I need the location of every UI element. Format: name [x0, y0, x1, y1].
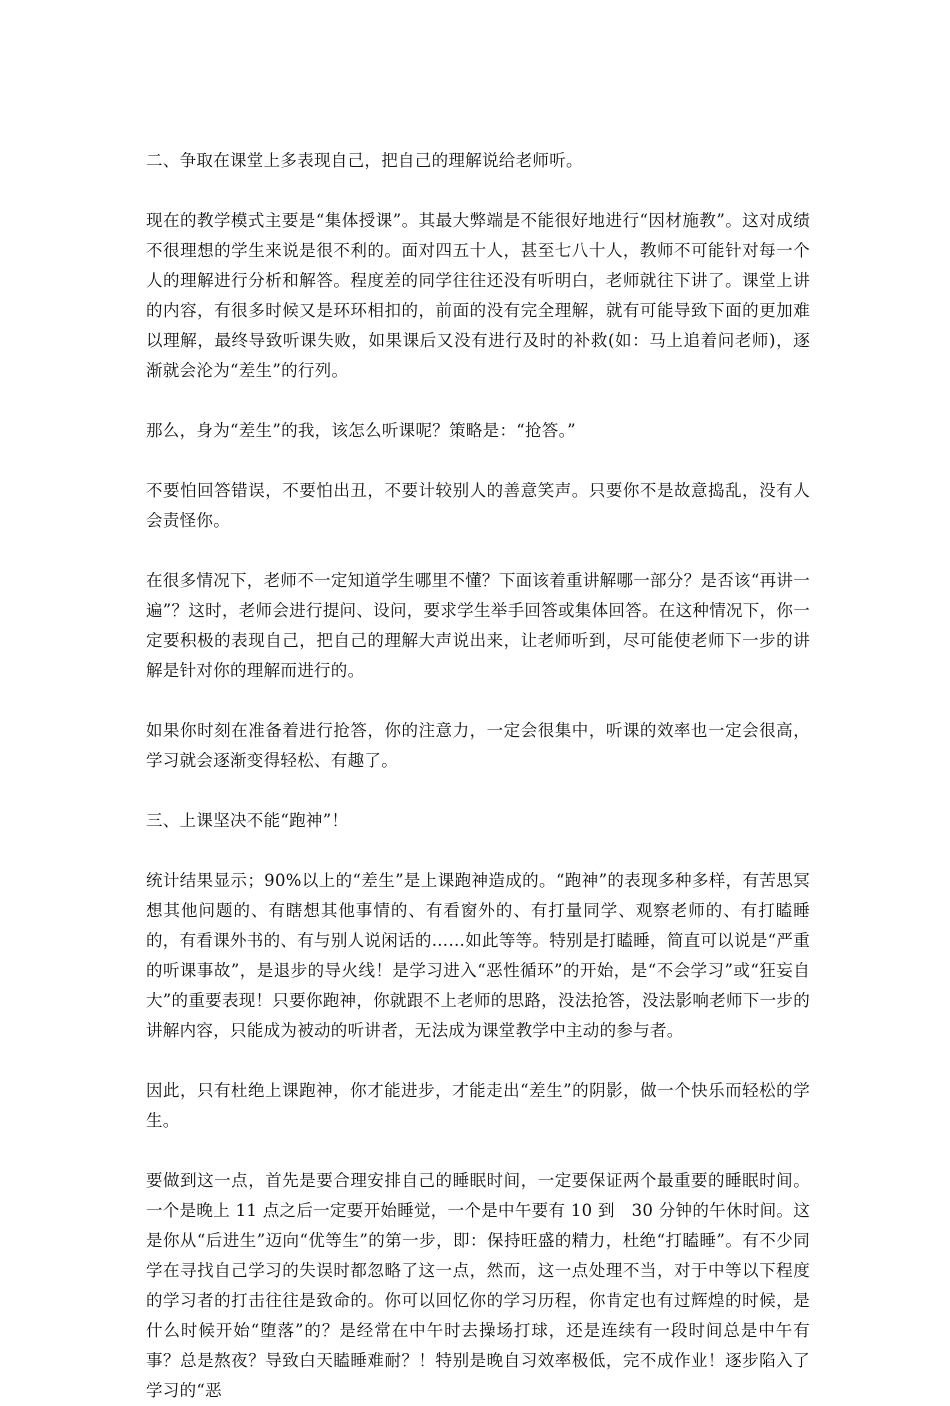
- paragraph: 要做到这一点，首先是要合理安排自己的睡眠时间，一定要保证两个最重要的睡眠时间。一个是晚上 11 点之后一定要开始睡觉，一个是中午要有 10 到 30 分钟的午休时间。这是你从“后进生”迈向“优等生”的第一步，即：保持旺盛的精力，杜绝“打瞌睡”。有不少同学在寻找自己学习的失误时都忽略了这一点，然而，这一点处理不当，对于中等以下程度的学习者的打击往往是致命的。你可以回忆你的学习历程，你肯定也有过辉煌的时候，是什么时候开始“堕落”的？是经常在中午时去操场打球，还是连续有一段时间总是中午有事？总是熬夜？导致白天瞌睡难耐？！特别是晚自习效率极低，完不成作业！逐步陷入了学习的“恶: [146, 1171, 810, 1400]
- paragraph: 现在的教学模式主要是“集体授课”。其最大弊端是不能很好地进行“因材施教”。这对成绩不很理想的学生来说是很不利的。面对四五十人，甚至七八十人，教师不可能针对每一个人的理解进行分析和解答。程度差的同学往往还没有听明白，老师就往下讲了。课堂上讲的内容，有很多时候又是环环相扣的，前面的没有完全理解，就有可能导致下面的更加难以理解，最终导致听课失败，如果课后又没有进行及时的补救(如：马上追着问老师)，逐渐就会沦为“差生”的行列。: [146, 211, 810, 380]
- paragraph: 不要怕回答错误，不要怕出丑，不要计较别人的善意笑声。只要你不是故意捣乱，没有人会责怪你。: [146, 481, 810, 530]
- paragraph: 在很多情况下，老师不一定知道学生哪里不懂？下面该着重讲解哪一部分？是否该“再讲一遍”？这时，老师会进行提问、设问，要求学生举手回答或集体回答。在这种情况下，你一定要积极的表现自己，把自己的理解大声说出来，让老师听到，尽可能使老师下一步的讲解是针对你的理解而进行的。: [146, 571, 810, 680]
- paragraph: 因此，只有杜绝上课跑神，你才能进步，才能走出“差生”的阴影，做一个快乐而轻松的学生。: [146, 1081, 810, 1130]
- section-heading-2: 二、争取在课堂上多表现自己，把自己的理解说给老师听。: [146, 151, 583, 170]
- paragraph: 统计结果显示；90%以上的“差生”是上课跑神造成的。“跑神”的表现多种多样，有苦思冥想其他问题的、有瞎想其他事情的、有看窗外的、有打量同学、观察老师的、有打瞌睡的，有看课外书的、有与别人说闲话的……如此等等。特别是打瞌睡，简直可以说是“严重的听课事故”，是退步的导火线！是学习进入“恶性循环”的开始，是“不会学习”或“狂妄自大”的重要表现！只要你跑神，你就跟不上老师的思路，没法抢答，没法影响老师下一步的讲解内容，只能成为被动的听讲者，无法成为课堂教学中主动的参与者。: [146, 871, 810, 1040]
- section-heading-3: 三、上课坚决不能“跑神”！: [146, 811, 349, 830]
- paragraph: 那么，身为“差生”的我，该怎么听课呢？策略是：“抢答。”: [146, 421, 576, 440]
- document-body: [146, 146, 810, 1406]
- paragraph: 如果你时刻在准备着进行抢答，你的注意力，一定会很集中，听课的效率也一定会很高，学习就会逐渐变得轻松、有趣了。: [146, 721, 810, 770]
